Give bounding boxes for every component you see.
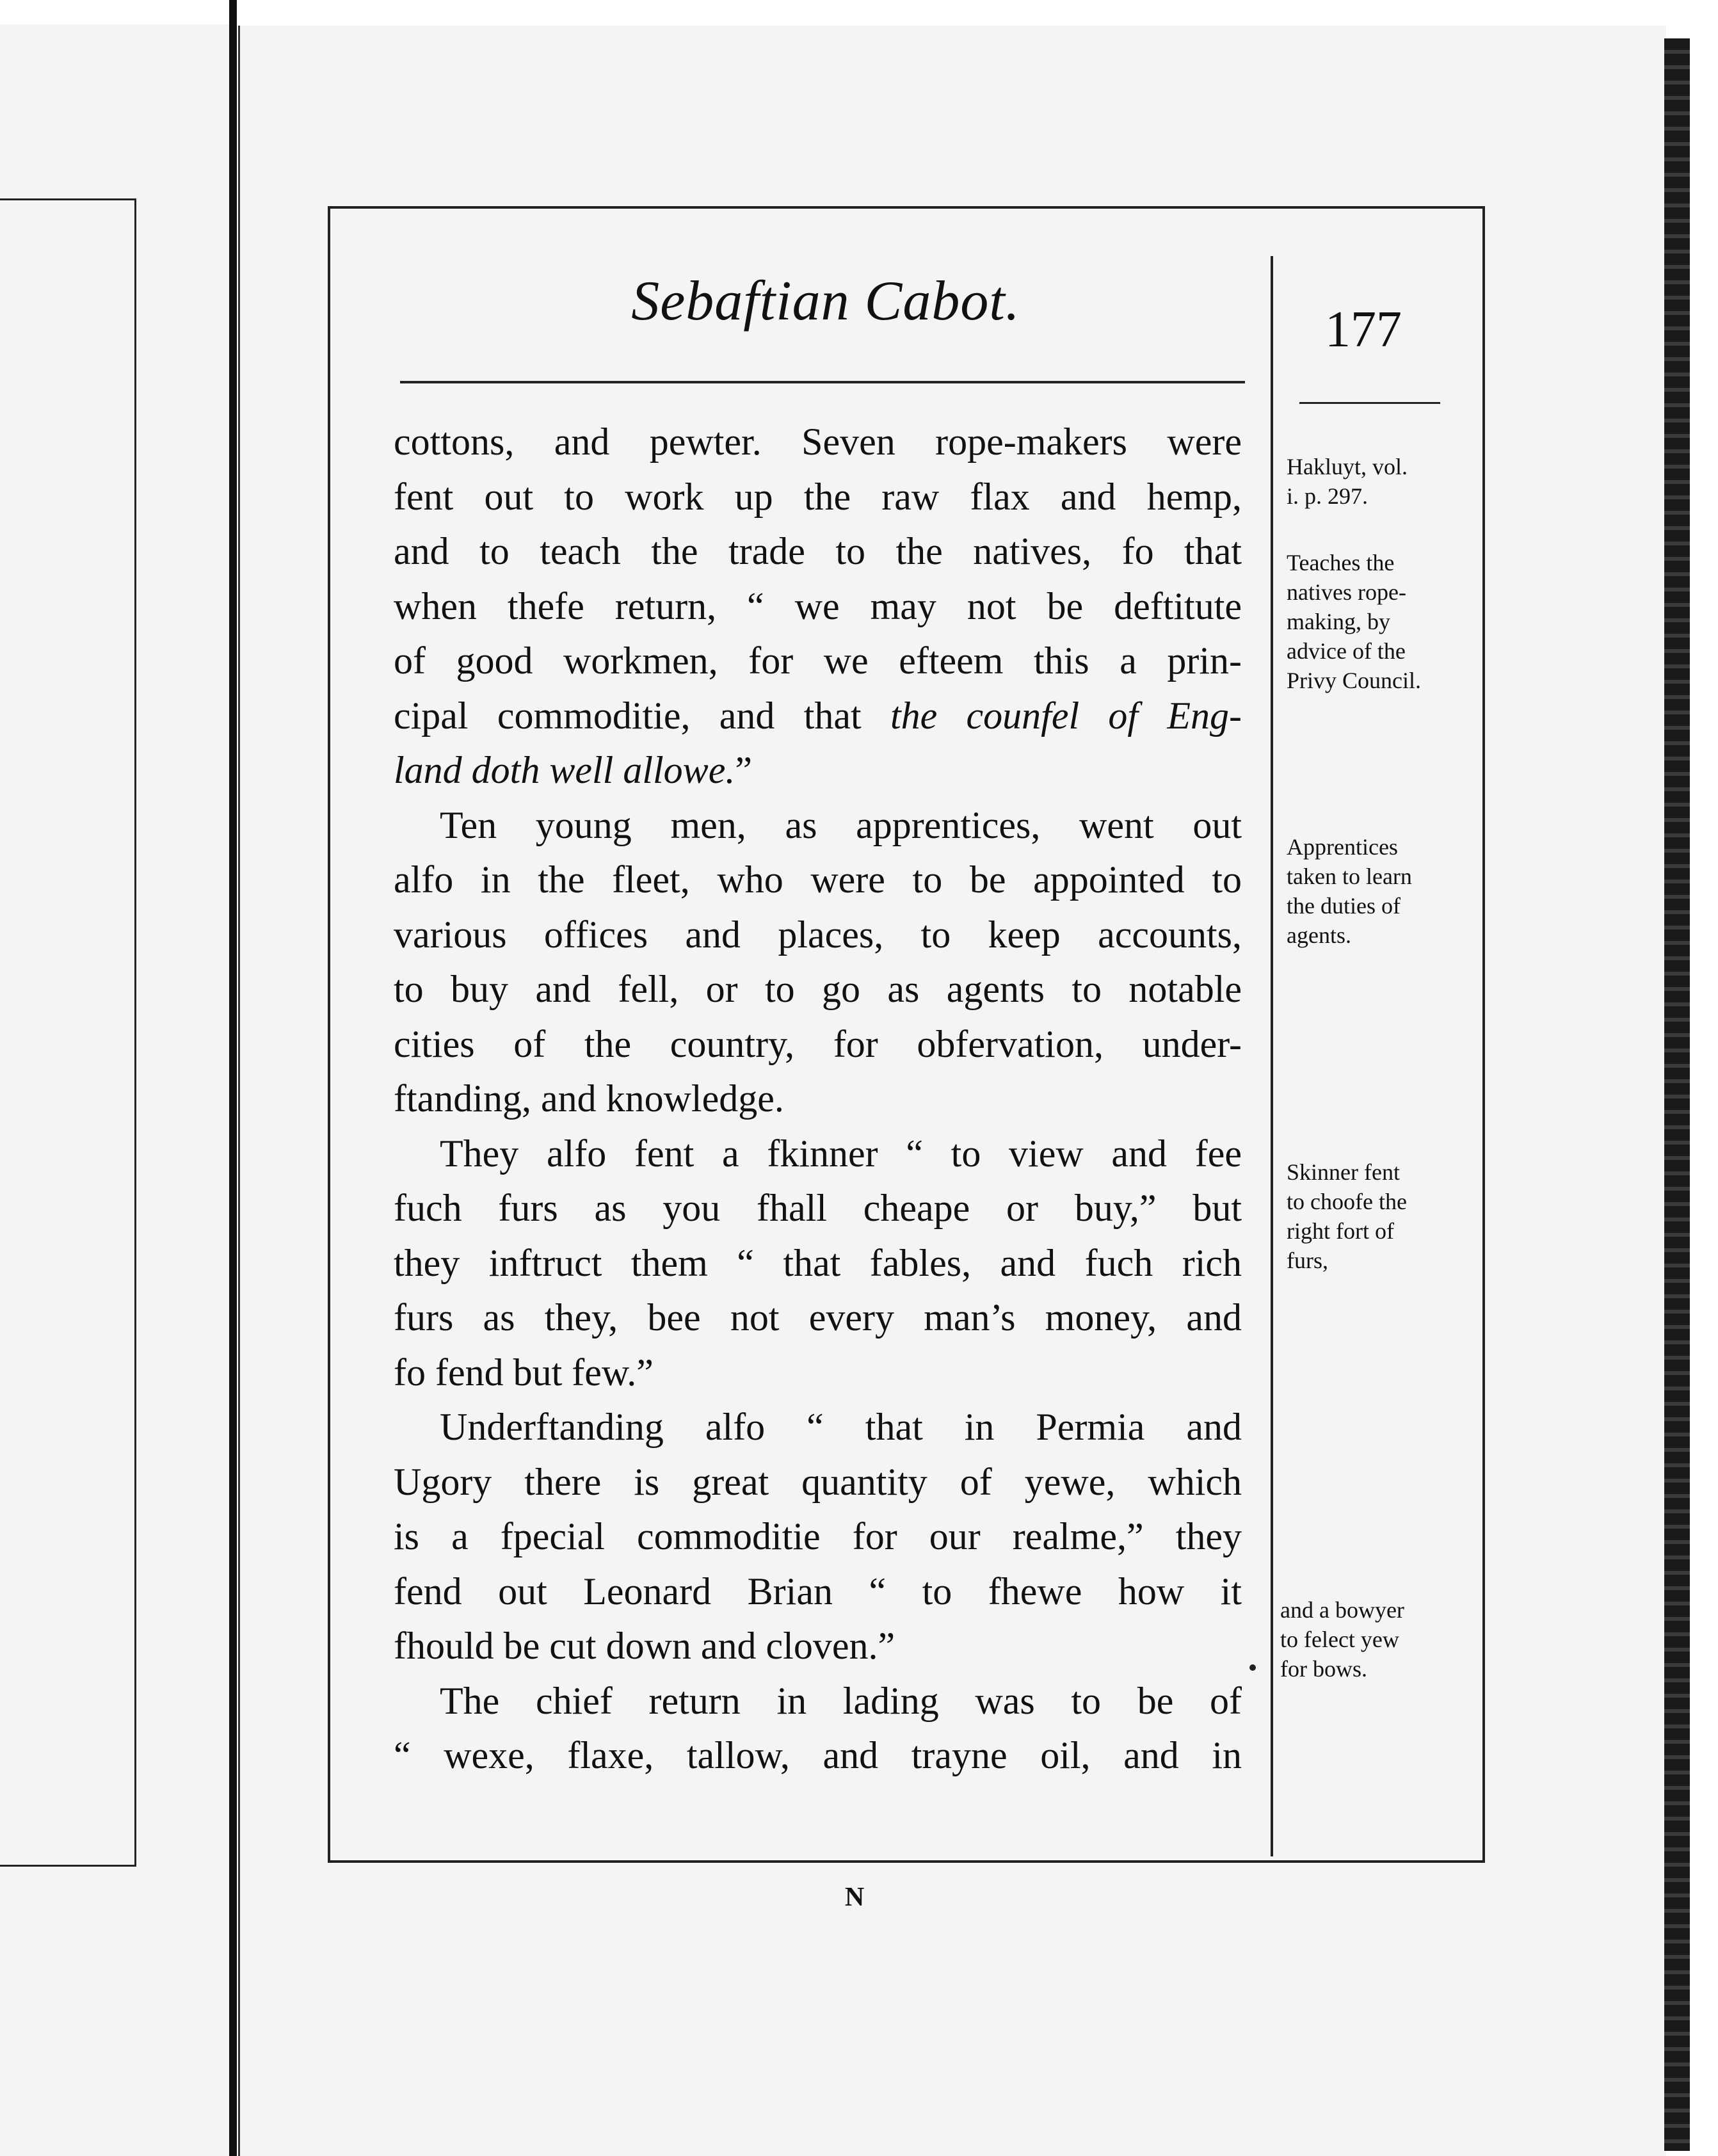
text-line: fend out Leonard Brian “ to fhewe how it [394, 1570, 1242, 1613]
text-line: cottons, and pewter. Seven rope-makers were [394, 421, 1242, 463]
margin-column-divider [1271, 256, 1273, 1856]
note-line: agents. [1287, 922, 1351, 948]
margin-rule [1299, 402, 1440, 404]
paragraph-start-line: They alfo fent a fkinner “ to view and fee [440, 1132, 1242, 1175]
text-line: and to teach the trade to the natives, fo that [394, 530, 1242, 572]
text-line [394, 743, 1242, 798]
paragraph-start-line: Underftanding alfo “ that in Permia and [440, 1406, 1242, 1448]
note-line: for bows. [1280, 1656, 1367, 1682]
print-mark [1249, 1664, 1256, 1671]
note-line: to felect yew [1280, 1627, 1399, 1652]
note-line: Skinner fent [1287, 1159, 1400, 1185]
text-line: fuch furs as you fhall cheape or buy,” but [394, 1187, 1242, 1229]
note-line: Hakluyt, vol. [1287, 454, 1408, 479]
margin-note-citation [1287, 452, 1466, 511]
running-head: Sebaftian Cabot. [631, 270, 1020, 332]
text-line: of good workmen, for we efteem this a prin- [394, 640, 1242, 682]
italic-span: land doth well allowe. [394, 749, 735, 791]
text-line: fo fend but few.” [394, 1351, 654, 1394]
note-line: Teaches the [1287, 550, 1395, 575]
note-line: right fort of [1287, 1218, 1394, 1244]
text-line: “ wexe, flaxe, tallow, and trayne oil, and in [394, 1734, 1242, 1776]
margin-note-skinner [1287, 1157, 1466, 1275]
margin-note-apprentices [1287, 832, 1466, 950]
left-page-frame [0, 198, 136, 1867]
page-number: 177 [1325, 302, 1402, 358]
text-line [394, 689, 1242, 744]
header-rule [400, 381, 1245, 383]
note-line: Apprentices [1287, 834, 1398, 860]
scan-margin [1690, 0, 1718, 2156]
note-line: taken to learn [1287, 864, 1412, 889]
text-line: furs as they, bee not every man’s money, and [394, 1296, 1242, 1339]
italic-span: the counfel of Eng- [890, 694, 1242, 737]
note-line: i. p. 297. [1287, 483, 1369, 509]
margin-note-rope-making [1287, 548, 1466, 695]
text-line: alfo in the fleet, who were to be appointed to [394, 858, 1242, 901]
text-line: fhould be cut down and cloven.” [394, 1625, 895, 1667]
book-gutter [229, 0, 237, 2156]
text-line: they inftruct them “ that fables, and fuch rich [394, 1241, 1242, 1284]
note-line: the duties of [1287, 893, 1401, 919]
note-line: making, by [1287, 609, 1390, 634]
note-line: advice of the [1287, 638, 1406, 664]
margin-note-bowyer [1280, 1595, 1459, 1684]
paragraph-start-line: Ten young men, as apprentices, went out [440, 803, 1242, 846]
note-line: and a bowyer [1280, 1597, 1404, 1623]
text-line: when thefe return, “ we may not be deftitute [394, 584, 1242, 627]
text-span: cipal commoditie, and that [394, 694, 890, 737]
text-line: ftanding, and knowledge. [394, 1077, 784, 1120]
note-line: natives rope- [1287, 579, 1406, 605]
text-line: cities of the country, for obfervation, under- [394, 1022, 1242, 1065]
note-line: furs, [1287, 1248, 1328, 1273]
note-line: to choofe the [1287, 1189, 1407, 1214]
text-line: Ugory there is great quantity of yewe, which [394, 1460, 1242, 1503]
body-text [394, 415, 1242, 1783]
text-line: is a fpecial commoditie for our realme,” they [394, 1515, 1242, 1557]
text-line: fent out to work up the raw flax and hemp, [394, 475, 1242, 518]
text-span: ” [735, 749, 752, 791]
text-line: various offices and places, to keep accounts, [394, 913, 1242, 956]
signature-mark: N [844, 1883, 865, 1912]
paragraph-start-line: The chief return in lading was to be of [440, 1679, 1242, 1722]
text-line: to buy and fell, or to go as agents to notable [394, 968, 1242, 1010]
page-edge-stack [1664, 38, 1690, 2151]
note-line: Privy Council. [1287, 668, 1422, 693]
